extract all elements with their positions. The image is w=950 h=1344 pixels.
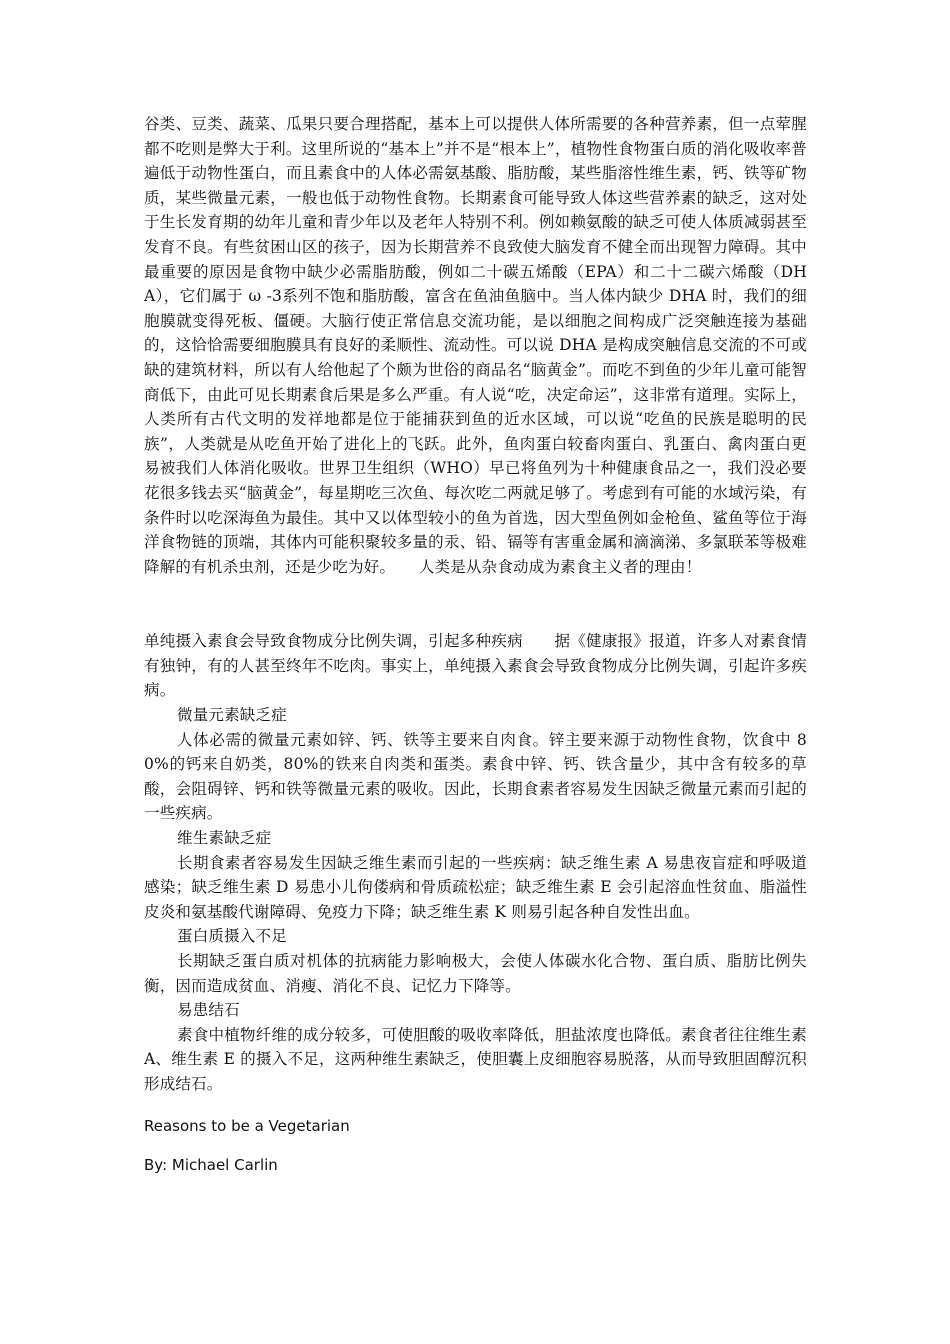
section-body-stones: 素食中植物纤维的成分较多，可使胆酸的吸收率降低，胆盐浓度也降低。素食者往往维生素 A、维生素 E 的摄入不足，这两种维生素缺乏，使胆囊上皮细胞容易脱落，从而导致胆固醇沉积形成结石。: [144, 1025, 807, 1093]
section-body-protein: 长期缺乏蛋白质对机体的抗病能力影响极大，会使人体碳水化合物、蛋白质、脂肪比例失衡，因而造成贫血、消瘦、消化不良、记忆力下降等。: [144, 952, 807, 995]
section-body-trace-elements: 人体必需的微量元素如锌、钙、铁等主要来自肉食。锌主要来源于动物性食物，饮食中 80%的钙来自奶类，80%的铁来自肉类和蛋类。素食中锌、钙、铁含量少，其中含有较多的草酸，会阻碍锌、钙和铁等微量元素的吸收。因此，长期食素者容易发生因缺乏微量元素而引起的一些疾病。: [144, 730, 807, 823]
section-body-vitamins: 长期食素者容易发生因缺乏维生素而引起的一些疾病：缺乏维生素 A 易患夜盲症和呼吸道感染；缺乏维生素 D 易患小儿佝偻病和骨质疏松症；缺乏维生素 E 会引起溶血性贫血、脂溢性皮炎和氨基酸代谢障碍、免疫力下降；缺乏维生素 K 则易引起各种自发性出血。: [144, 853, 807, 921]
english-article-title: Reasons to be a Vegetarian: [144, 1116, 350, 1135]
section-heading-protein: 蛋白质摄入不足: [177, 927, 287, 946]
section-intro-paragraph: 单纯摄入素食会导致食物成分比例失调，引起多种疾病 据《健康报》报道，许多人对素食情有独钟，有的人甚至终年不吃肉。事实上，单纯摄入素食会导致食物成分比例失调，引起许多疾病。: [144, 632, 807, 700]
section-heading-vitamins: 维生素缺乏症: [177, 829, 272, 848]
section-heading-trace-elements: 微量元素缺乏症: [177, 706, 287, 725]
english-article-author: By: Michael Carlin: [144, 1155, 278, 1174]
section-spacer: [144, 579, 807, 629]
intro-paragraph: 谷类、豆类、蔬菜、瓜果只要合理搭配，基本上可以提供人体所需要的各种营养素，但一点荤腥都不吃则是弊大于利。这里所说的“基本上”并不是“根本上”，植物性食物蛋白质的消化吸收率普遍低于动物性蛋白，而且素食中的人体必需氨基酸、脂肪酸，某些脂溶性维生素，钙、铁等矿物质，某些微量元素，一般也低于动物性食物。长期素食可能导致人体这些营养素的缺乏，这对处于生长发育期的幼年儿童和青少年以及老年人特别不利。例如赖氨酸的缺乏可使人体质减弱甚至发育不良。有些贫困山区的孩子，因为长期营养不良致使大脑发育不健全而出现智力障碍。其中最重要的原因是食物中缺少必需脂肪酸，例如二十碳五烯酸（EPA）和二十二碳六烯酸（DHA），它们属于 ω -3系列不饱和脂肪酸，富含在鱼油鱼脑中。当人体内缺少 DHA 时，我们的细胞膜就变得死板、僵硬。大脑行使正常信息交流功能，是以细胞之间构成广泛突触连接为基础的，这恰恰需要细胞膜具有良好的柔顺性、流动性。可以说 DHA 是构成突触信息交流的不可或缺的建筑材料，所以有人给他起了个颇为世俗的商品名“脑黄金”。而吃不到鱼的少年儿童可能智商低下，由此可见长期素食后果是多么严重。有人说“吃，决定命运”，这非常有道理。实际上，人类所有古代文明的发祥地都是位于能捕获到鱼的近水区域，可以说“吃鱼的民族是聪明的民族”，人类就是从吃鱼开始了进化上的飞跃。此外，鱼肉蛋白较畜肉蛋白、乳蛋白、禽肉蛋白更易被我们人体消化吸收。世界卫生组织（WHO）早已将鱼列为十种健康食品之一，我们没必要花很多钱去买“脑黄金”，每星期吃三次鱼、每次吃二两就足够了。考虑到有可能的水域污染，有条件时以吃深海鱼为最佳。其中又以体型较小的鱼为首选，因大型鱼例如金枪鱼、鲨鱼等位于海洋食物链的顶端，其体内可能积聚较多量的汞、铅、镉等有害重金属和滴滴涕、多氯联苯等极难降解的有机杀虫剂，还是少吃为好。 人类是从杂食动成为素食主义者的理由！: [144, 115, 807, 576]
section-heading-stones: 易患结石: [177, 1001, 240, 1020]
document-page: [144, 112, 807, 1174]
